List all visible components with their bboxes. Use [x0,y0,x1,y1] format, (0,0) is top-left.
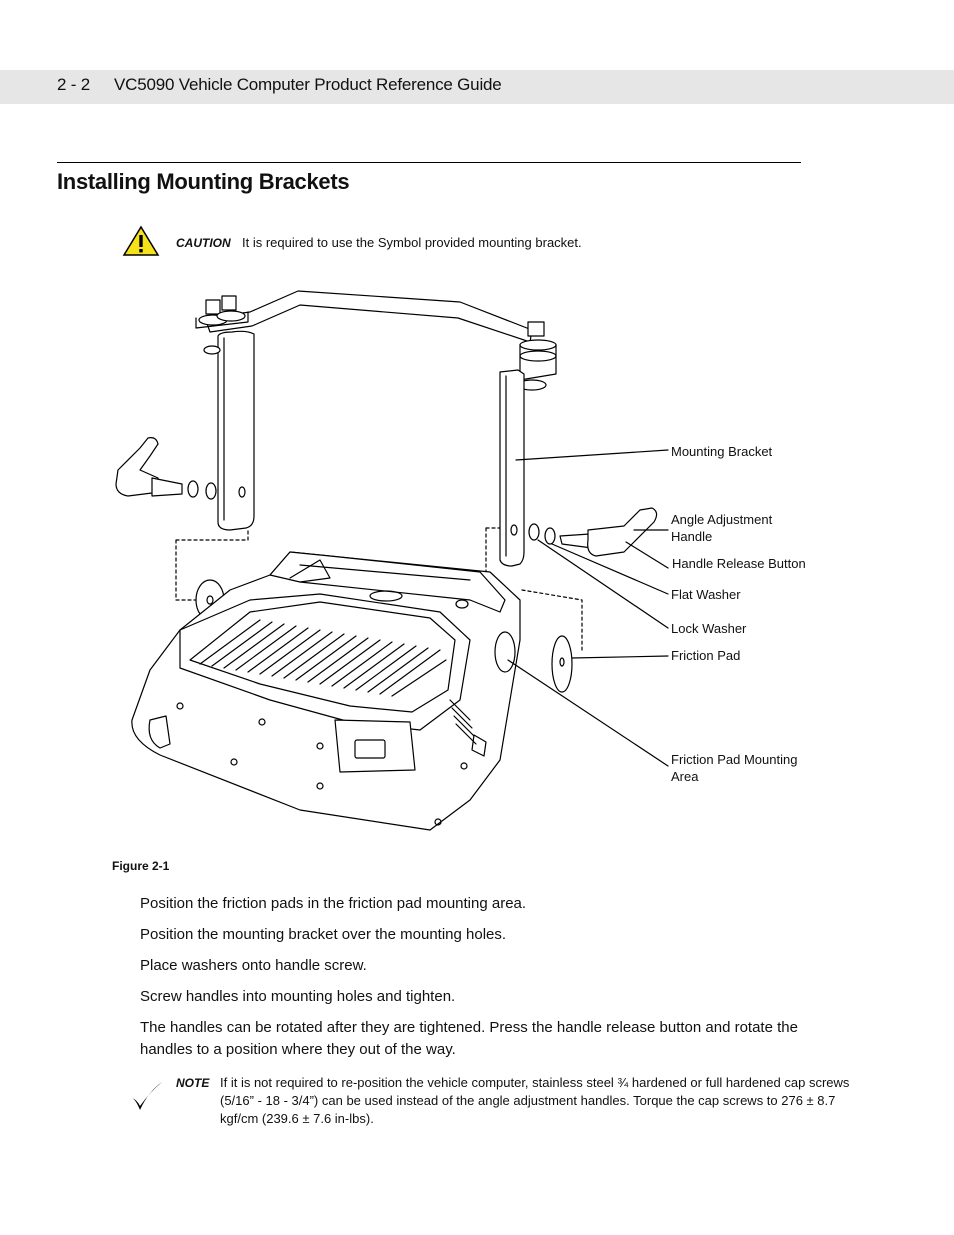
instruction-steps [140,893,840,1070]
step-3: Place washers onto handle screw. [140,957,367,974]
step-4: Screw handles into mounting holes and tighten. [140,988,456,1005]
page-header [57,75,502,95]
note-text: If it is not required to re-position the vehicle computer, stainless steel ¾ hardened or full hardened cap screws (5/16” - 18 - 3/4”) can be used instead of the angle adjustment handles. Torque the cap screws to 276 ± 8.7 kgf/cm (239.6 ± 7.6 in-lbs). [220,1075,850,1126]
callout-friction-pad-mounting-area: Friction Pad Mounting Area [671,752,798,784]
callout-angle-adjustment-handle: Angle Adjustment Handle [671,512,773,544]
step-1: Position the friction pads in the friction pad mounting area. [140,895,527,912]
note-label: NOTE [176,1076,210,1090]
page-number: 2 - 2 [57,75,91,94]
guide-title: VC5090 Vehicle Computer Product Reference Guide [114,75,502,94]
callout-friction-pad: Friction Pad [671,648,741,663]
caution-text: It is required to use the Symbol provided mounting bracket. [242,235,582,250]
callout-lock-washer: Lock Washer [671,621,747,636]
figure-caption: Figure 2-1 [112,859,170,873]
caution-label: CAUTION [176,236,231,250]
step-2: Position the mounting bracket over the mounting holes. [140,926,507,943]
callout-handle-release-button: Handle Release Button [672,556,806,571]
callout-mounting-bracket: Mounting Bracket [671,444,773,459]
warning-icon [122,225,160,257]
step-5: The handles can be rotated after they are tightened. Press the handle release button and rotate the handles to a position where they out of the way. [140,1019,798,1058]
checkmark-icon [128,1080,164,1114]
section-title: Installing Mounting Brackets [57,169,350,194]
section-rule [57,162,801,163]
callout-flat-washer: Flat Washer [671,587,741,602]
